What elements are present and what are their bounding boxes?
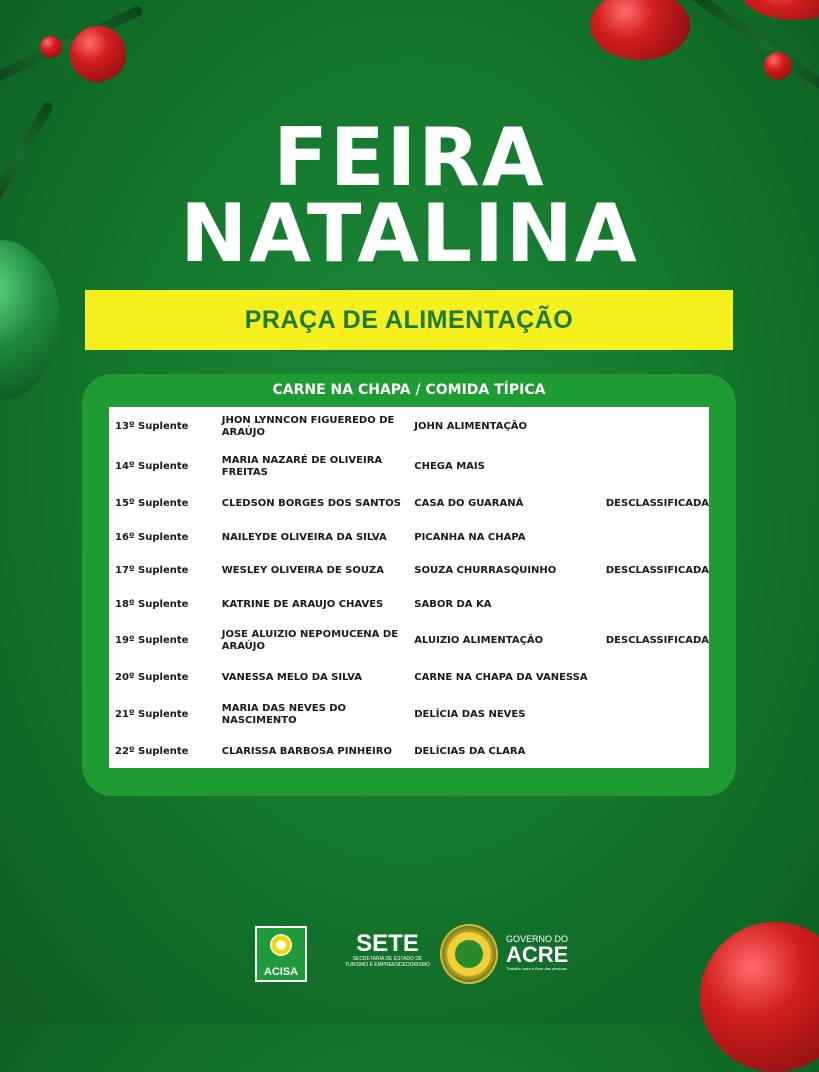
row-status: DESCLASSIFICADA	[605, 565, 709, 576]
small-red-berry-right-icon	[764, 52, 792, 80]
card-header: CARNE NA CHAPA / COMIDA TÍPICA	[272, 382, 546, 398]
row-position: 21º Suplente	[115, 709, 189, 720]
row-business: SABOR DA KA	[414, 598, 492, 610]
table-row	[109, 661, 709, 695]
page-title-line2: NATALINA	[180, 187, 639, 280]
sete-logo-subtitle: SECRETARIA DE ESTADO DE TURISMO E EMPREENDEDORISMO	[345, 956, 430, 968]
gov-logo-big: ACRE	[506, 942, 569, 967]
row-business: DELÍCIA DAS NEVES	[414, 709, 526, 720]
sete-logo	[345, 932, 430, 968]
row-status: DESCLASSIFICADA	[605, 635, 709, 646]
table-row	[109, 695, 709, 735]
red-ornament-top-left	[70, 26, 126, 82]
table-row	[109, 588, 709, 621]
table-row	[109, 447, 709, 487]
row-status	[606, 735, 709, 769]
subtitle-banner	[85, 290, 733, 350]
row-name: NAILEYDE OLIVEIRA DA SILVA	[221, 531, 387, 543]
acre-crest-icon	[440, 924, 498, 984]
row-business: ALUIZIO ALIMENTAÇÃO	[414, 635, 544, 646]
row-business: SOUZA CHURRASQUINHO	[414, 565, 557, 576]
table-row	[109, 487, 709, 521]
row-name: JOSE ALUIZIO NEPOMUCENA DE ARAÚJO	[221, 629, 399, 652]
row-status: DESCLASSIFICADA	[605, 498, 709, 509]
row-position: 18º Suplente	[115, 598, 189, 610]
row-business: DELÍCIAS DA CLARA	[414, 746, 526, 757]
row-name: VANESSA MELO DA SILVA	[221, 672, 362, 683]
row-name: WESLEY OLIVEIRA DE SOUZA	[221, 565, 384, 576]
row-status	[606, 447, 709, 487]
row-business: CHEGA MAIS	[414, 461, 485, 472]
table-row	[109, 735, 709, 769]
table-row	[109, 407, 709, 447]
row-position: 15º Suplente	[115, 498, 189, 509]
gov-logo-small: GOVERNO DO	[506, 934, 569, 944]
row-status	[606, 521, 709, 554]
row-position: 19º Suplente	[115, 635, 189, 646]
red-ornament-corner-right	[740, 0, 819, 20]
list-card	[82, 374, 736, 796]
row-name: KATRINE DE ARAUJO CHAVES	[221, 598, 384, 610]
sete-logo-name: SETE	[356, 930, 419, 957]
row-business: JOHN ALIMENTAÇÃO	[414, 421, 528, 432]
red-ornament-top-right	[590, 0, 690, 60]
suplentes-table	[109, 407, 709, 769]
row-position: 22º Suplente	[115, 746, 189, 757]
row-status	[606, 695, 709, 735]
row-position: 13º Suplente	[115, 421, 189, 432]
gov-logo-tagline: Trabalho para o Acre das pessoas	[506, 966, 567, 971]
footer-logos	[0, 920, 819, 990]
row-status	[606, 588, 709, 621]
table-row	[109, 521, 709, 554]
row-position: 17º Suplente	[115, 565, 189, 576]
row-status	[606, 661, 709, 695]
row-name: MARIA DAS NEVES DO NASCIMENTO	[221, 703, 347, 726]
governo-acre-logo	[506, 934, 576, 971]
table-row	[109, 554, 709, 588]
row-position: 20º Suplente	[115, 672, 189, 683]
subtitle-text: PRAÇA DE ALIMENTAÇÃO	[244, 305, 574, 334]
page-title-line1: FEIRA	[273, 111, 546, 204]
small-red-berry-icon	[40, 36, 62, 58]
acisa-sun-icon	[270, 934, 292, 956]
acisa-logo	[255, 926, 307, 982]
row-name: CLEDSON BORGES DOS SANTOS	[221, 498, 402, 509]
row-position: 16º Suplente	[115, 531, 189, 543]
row-business: CASA DO GUARANÁ	[414, 498, 524, 509]
table-row	[109, 621, 709, 661]
row-name: CLARISSA BARBOSA PINHEIRO	[221, 746, 392, 757]
row-name: MARIA NAZARÉ DE OLIVEIRA FREITAS	[221, 455, 383, 478]
row-name: JHON LYNNCON FIGUEREDO DE ARAÚJO	[221, 415, 395, 438]
acisa-logo-text: ACISA	[263, 966, 299, 978]
table-container	[109, 407, 709, 768]
row-business: CARNE NA CHAPA DA VANESSA	[414, 672, 588, 683]
row-status	[606, 407, 709, 447]
row-position: 14º Suplente	[115, 461, 189, 472]
row-business: PICANHA NA CHAPA	[414, 531, 526, 543]
